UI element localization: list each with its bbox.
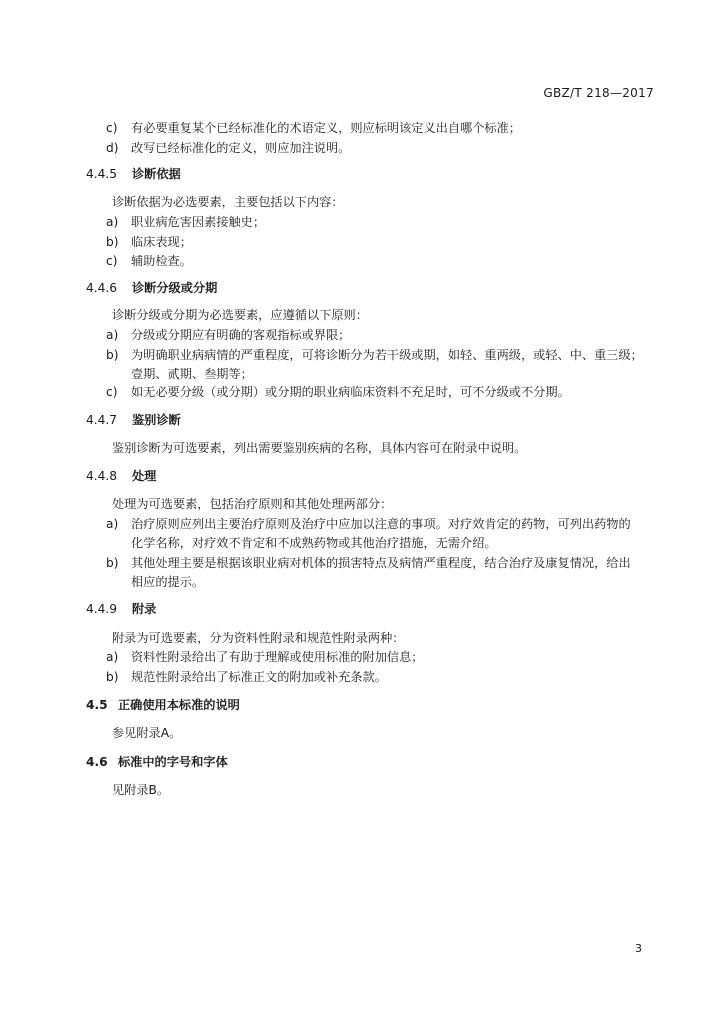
section-number: 4.4.7 [86,413,118,427]
section-heading-4-4-8 [86,468,156,484]
list-text: 改写已经标准化的定义，则应加注说明。 [131,141,351,155]
list-text: 其他处理主要是根据该职业病对机体的损害特点及病情严重程度，结合治疗及康复情况，给出 [131,556,631,570]
paragraph: 处理为可选要素，包括治疗原则和其他处理两部分： [112,497,393,511]
section-heading-4-6 [86,754,228,770]
list-text: 有必要重复某个已经标准化的术语定义，则应标明该定义出自哪个标准； [131,121,521,135]
paragraph: 附录为可选要素，分为资料性附录和规范性附录两种： [112,631,405,645]
list-text-continuation: 化学名称，对疗效不肯定和不成熟药物或其他治疗措施，无需介绍。 [131,536,497,550]
section-heading-4-4-9 [86,601,156,617]
section-heading-4-5 [86,697,240,713]
list-marker: b) [106,556,119,570]
list-text: 如无必要分级（或分期）或分期的职业病临床资料不充足时，可不分级或不分期。 [131,385,570,399]
paragraph: 诊断分级或分期为必选要素，应遵循以下原则： [112,308,368,322]
list-text: 辅助检查。 [131,254,192,268]
section-title: 诊断分级或分期 [132,281,218,295]
list-text: 职业病危害因素接触史； [131,215,266,229]
list-marker: a) [106,215,119,229]
standard-code: GBZ/T 218—2017 [543,86,654,100]
list-text: 资料性附录给出了有助于理解或使用标准的附加信息； [131,650,424,664]
section-number: 4.4.5 [86,167,118,181]
list-marker: b) [106,670,119,684]
list-text: 临床表现； [131,235,192,249]
list-text: 分级或分期应有明确的客观指标或界限； [131,328,351,342]
list-text: 治疗原则应列出主要治疗原则及治疗中应加以注意的事项。对疗效肯定的药物，可列出药物的 [131,517,631,531]
section-title: 鉴别诊断 [132,413,181,427]
section-title: 处理 [132,469,157,483]
section-heading-4-4-7 [86,412,181,428]
section-heading-4-4-5 [86,166,181,182]
section-number: 4.4.9 [86,602,118,616]
list-marker: a) [106,328,119,342]
paragraph: 见附录B。 [112,783,170,797]
section-heading-4-4-6 [86,280,217,296]
list-text-continuation: 相应的提示。 [131,575,205,589]
list-marker: b) [106,235,119,249]
list-text: 为明确职业病病情的严重程度，可将诊断分为若干级或期，如轻、重两级，或轻、中、重三级； [131,348,643,362]
section-number: 4.5 [86,698,108,712]
list-text-continuation: 壹期、贰期、叁期等； [131,367,253,381]
page-number: 3 [635,942,642,955]
list-marker: a) [106,650,119,664]
section-number: 4.4.8 [86,469,118,483]
section-number: 4.4.6 [86,281,118,295]
section-title: 附录 [132,602,157,616]
list-text: 规范性附录给出了标准正文的附加或补充条款。 [131,670,387,684]
list-marker: a) [106,517,119,531]
section-title: 正确使用本标准的说明 [118,698,240,712]
paragraph: 鉴别诊断为可选要素，列出需要鉴别疾病的名称，具体内容可在附录中说明。 [112,441,527,455]
list-marker: c) [106,121,118,135]
list-marker: d) [106,141,119,155]
list-marker: c) [106,254,118,268]
paragraph: 参见附录A。 [112,726,182,740]
list-marker: c) [106,385,118,399]
section-title: 诊断依据 [132,167,181,181]
paragraph: 诊断依据为必选要素，主要包括以下内容： [112,195,344,209]
section-number: 4.6 [86,755,108,769]
section-title: 标准中的字号和字体 [118,755,228,769]
list-marker: b) [106,348,119,362]
